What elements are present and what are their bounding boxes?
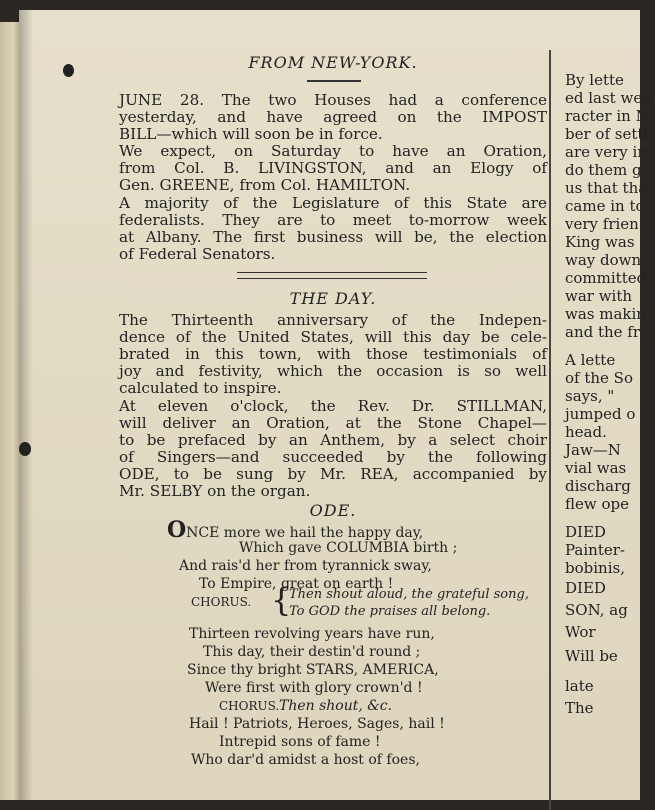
news-line: Gen. GREENE, from Col. HAMILTON.: [119, 176, 411, 194]
right-column-line: of the So: [565, 369, 633, 387]
chorus-label: CHORUS.: [219, 699, 280, 713]
ode-line: Hail ! Patriots, Heroes, Sages, hail !: [189, 716, 445, 732]
right-column-line: head.: [565, 423, 607, 441]
ode-line: Were first with glory crown'd !: [205, 680, 423, 696]
ode-line: Who dar'd amidst a host of foes,: [191, 752, 420, 768]
right-column-line: flew ope: [565, 495, 629, 513]
ode-line: To Empire, great on earth !: [199, 576, 394, 592]
right-column-line: late: [565, 677, 594, 695]
right-column-line: says, ": [565, 387, 615, 405]
news-line: BILL—which will soon be in force.: [119, 125, 383, 143]
right-column-line: King was: [565, 233, 635, 251]
right-column-line: Will be: [565, 647, 618, 665]
day-line: of Singers—and succeeded by the following: [119, 448, 547, 466]
right-column-line: committed: [565, 269, 647, 287]
ode-line: To GOD the praises all belong.: [289, 604, 491, 619]
ode-line: Then shout aloud, the grateful song,: [289, 587, 529, 602]
day-line: calculated to inspire.: [119, 379, 282, 397]
right-column-line: racter in M: [565, 107, 651, 125]
ode-line: And rais'd her from tyrannick sway,: [179, 558, 432, 574]
page-gutter-shadow: [19, 10, 33, 800]
right-column-line: A lette: [565, 351, 616, 369]
news-line: We expect, on Saturday to have an Oration,: [119, 142, 547, 160]
right-column-line: very frien: [565, 215, 639, 233]
right-column-line: By lette: [565, 71, 624, 89]
adjacent-page-edge: [0, 22, 19, 800]
newspaper-page: [19, 10, 652, 800]
news-line: JUNE 28. The two Houses had a conference: [119, 91, 547, 109]
day-line: Mr. SELBY on the organ.: [119, 482, 311, 500]
right-column-line: SON, ag: [565, 601, 628, 619]
right-column-line: vial was: [565, 459, 627, 477]
news-line: at Albany. The first business will be, the election: [119, 228, 547, 246]
right-column-line: way down: [565, 251, 642, 269]
right-column-line: war with: [565, 287, 633, 305]
right-column-line: are very in: [565, 143, 647, 161]
chorus-label: CHORUS.: [191, 595, 252, 609]
ode-line-text: NCE more we hail the happy day,: [186, 525, 424, 541]
right-column-line: Jaw—N: [565, 441, 621, 459]
right-column-line: bobinis,: [565, 559, 625, 577]
heading-rule: [307, 80, 361, 82]
day-line: The Thirteenth anniversary of the Indepen-: [119, 311, 547, 329]
right-column-line: Wor: [565, 623, 596, 641]
news-line: yesterday, and have agreed on the IMPOST: [119, 108, 547, 126]
day-line: ODE, to be sung by Mr. REA, accompanied by: [119, 465, 547, 483]
right-column-line: and the fr: [565, 323, 641, 341]
chorus-brace: {: [271, 581, 292, 619]
section-title: THE DAY.: [289, 289, 377, 308]
right-column-line: ed last wee: [565, 89, 652, 107]
right-column-line: ber of settl: [565, 125, 649, 143]
article-heading: FROM NEW-YORK.: [248, 53, 418, 72]
ode-line: Since thy bright STARS, AMERICA,: [187, 662, 439, 678]
ode-dropcap: O: [167, 517, 187, 543]
ode-title: ODE.: [309, 501, 357, 520]
day-line: joy and festivity, which the occasion is so well: [119, 362, 547, 380]
right-column-line: Painter-: [565, 541, 625, 559]
ink-blot: [19, 442, 31, 456]
right-column-line: do them g: [565, 161, 642, 179]
ode-line: Thirteen revolving years have run,: [189, 626, 435, 642]
news-line: A majority of the Legislature of this State are: [119, 194, 547, 212]
right-column-line: jumped o: [565, 405, 636, 423]
ode-line: Which gave COLUMBIA birth ;: [239, 540, 458, 556]
day-line: will deliver an Oration, at the Stone Chapel—: [119, 414, 547, 432]
right-column-line: DIED: [565, 579, 606, 597]
day-line: dence of the United States, will this day be cele-: [119, 328, 547, 346]
news-line: of Federal Senators.: [119, 245, 276, 263]
day-line: to be prefaced by an Anthem, by a select choir: [119, 431, 547, 449]
ode-line: Intrepid sons of fame !: [219, 734, 381, 750]
news-line: from Col. B. LIVINGSTON, and an Elogy of: [119, 159, 547, 177]
ode-line: This day, their destin'd round ;: [203, 644, 421, 660]
right-column-line: us that tha: [565, 179, 648, 197]
right-column-line: came in to: [565, 197, 645, 215]
day-line: At eleven o'clock, the Rev. Dr. STILLMAN,: [119, 397, 547, 415]
right-column-line: The: [565, 699, 594, 717]
ink-blot: [63, 64, 74, 77]
ode-line: [167, 517, 527, 543]
right-column-line: discharg: [565, 477, 631, 495]
section-divider: [237, 272, 427, 279]
column-separator: [549, 50, 551, 810]
news-line: federalists. They are to meet to-morrow week: [119, 211, 547, 229]
day-line: brated in this town, with those testimonials of: [119, 345, 547, 363]
right-column-line: DIED: [565, 523, 606, 541]
right-column-line: was makin: [565, 305, 646, 323]
ode-line: Then shout, &c.: [279, 698, 393, 714]
